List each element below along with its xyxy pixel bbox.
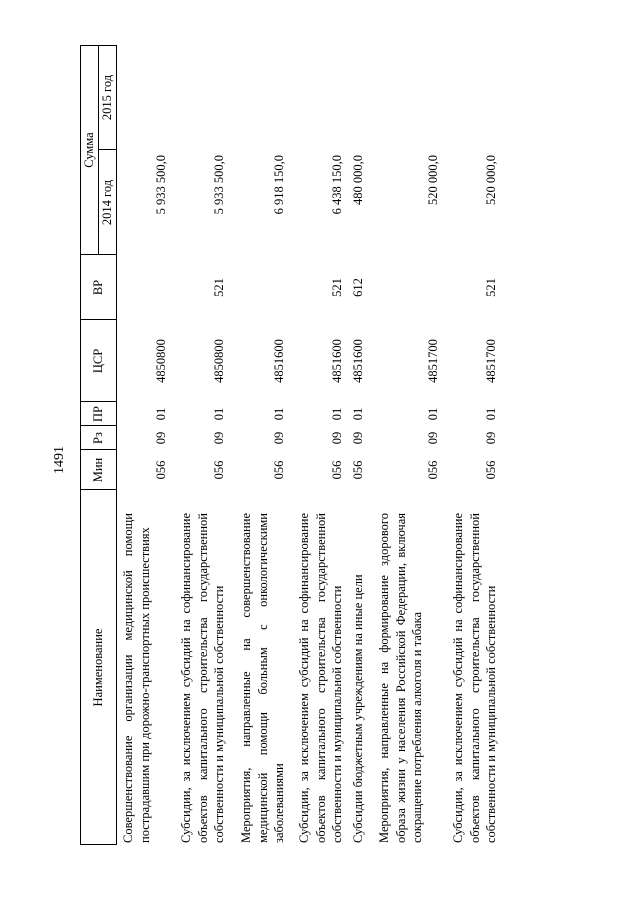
row-6-csr: 4851700 (484, 339, 498, 383)
row-6-min: 056 (484, 460, 498, 480)
row-0-pr: 01 (154, 407, 168, 421)
row-4-vr: 612 (351, 278, 365, 297)
header-sum: Сумма (82, 132, 96, 168)
row-2-name: Мероприятия, направленные на совершенствование медицинской помощи больным с онкологическими заболеваниями (239, 513, 286, 843)
row-3-rz: 09 (330, 431, 344, 445)
row-6-name: Субсидии, за исключением субсидий на софинансирование объектов капитального строительства государственной собственности и муниципальной собственности (451, 513, 498, 843)
header-bottom-rule (116, 45, 117, 845)
row-4-csr: 4851600 (351, 339, 365, 383)
row-6-sum-2014: 520 000,0 (484, 155, 498, 205)
row-1-csr: 4850800 (212, 339, 226, 383)
row-5-csr: 4851700 (426, 339, 440, 383)
row-0-min: 056 (154, 460, 168, 480)
page-number: 1491 (52, 446, 67, 474)
row-2-pr: 01 (272, 407, 286, 421)
row-5-name: Мероприятия, направленные на формирование здорового образа жизни у населения Российской Федерации, включая сокращение потребления алкоголя и табака (377, 513, 424, 843)
header-vr: ВР (91, 279, 105, 296)
row-4-name: Субсидии бюджетным учреждениям на иные цели (351, 574, 365, 843)
header-name: Наименование (91, 628, 105, 707)
row-1-rz: 09 (212, 431, 226, 445)
row-5-pr: 01 (426, 407, 440, 421)
row-2-sum-2014: 6 918 150,0 (272, 155, 286, 215)
header-pr: ПР (91, 406, 105, 422)
row-4-min: 056 (351, 460, 365, 480)
row-6-rz: 09 (484, 431, 498, 445)
row-3-csr: 4851600 (330, 339, 344, 383)
header-csr: ЦСР (91, 348, 105, 374)
header-2015: 2015 год (100, 74, 114, 121)
row-0-sum-2014: 5 933 500,0 (154, 155, 168, 215)
header-2014: 2014 год (100, 179, 114, 226)
row-3-min: 056 (330, 460, 344, 480)
header-min: Мин (91, 457, 105, 483)
row-2-min: 056 (272, 460, 286, 480)
row-4-pr: 01 (351, 407, 365, 421)
row-3-vr: 521 (330, 278, 344, 297)
row-0-rz: 09 (154, 431, 168, 445)
row-2-csr: 4851600 (272, 339, 286, 383)
row-0-name: Совершенствование организации медицинской помощи пострадавшим при дорожно-транспортных происшествиях (121, 513, 152, 843)
row-2-rz: 09 (272, 431, 286, 445)
row-6-vr: 521 (484, 278, 498, 297)
row-1-min: 056 (212, 460, 226, 480)
row-6-pr: 01 (484, 407, 498, 421)
row-1-sum-2014: 5 933 500,0 (212, 155, 226, 215)
row-5-sum-2014: 520 000,0 (426, 155, 440, 205)
row-4-rz: 09 (351, 431, 365, 445)
row-1-name: Субсидии, за исключением субсидий на софинансирование объектов капитального строительства государственной собственности и муниципальной собственности (179, 513, 226, 843)
row-1-vr: 521 (212, 278, 226, 297)
row-5-rz: 09 (426, 431, 440, 445)
row-5-min: 056 (426, 460, 440, 480)
row-1-pr: 01 (212, 407, 226, 421)
header-rz: Рз (91, 432, 105, 444)
row-0-csr: 4850800 (154, 339, 168, 383)
budget-table (80, 45, 560, 845)
row-4-sum-2014: 480 000,0 (351, 155, 365, 205)
row-3-name: Субсидии, за исключением субсидий на софинансирование объектов капитального строительства государственной собственности и муниципальной собственности (297, 513, 344, 843)
row-3-sum-2014: 6 438 150,0 (330, 155, 344, 215)
row-3-pr: 01 (330, 407, 344, 421)
